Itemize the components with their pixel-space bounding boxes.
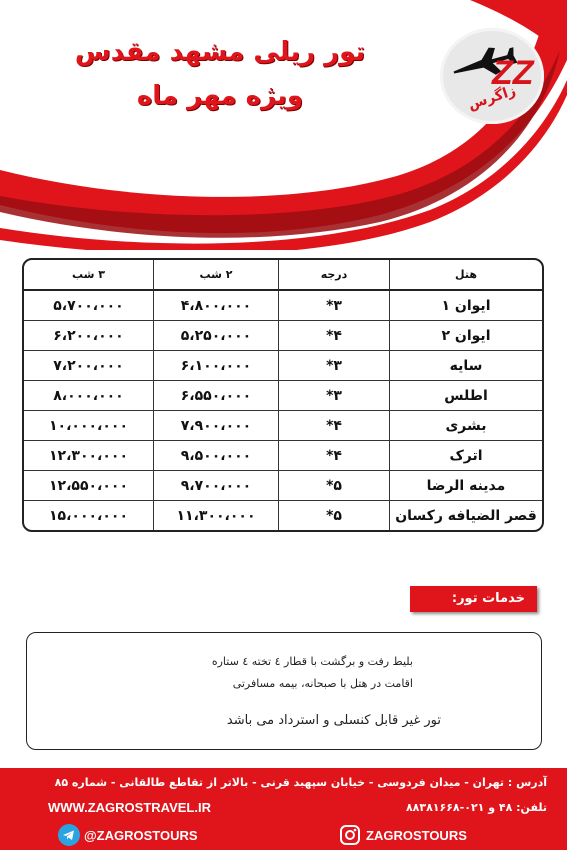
logo-text: زاگرس [466, 82, 518, 114]
header-grade: درجه [278, 260, 389, 291]
price-3-nights: ۱۵،۰۰۰،۰۰۰ [24, 500, 153, 530]
table-row [24, 440, 542, 470]
price-3-nights: ۱۲،۳۰۰،۰۰۰ [24, 440, 153, 470]
hotel-name: اترک [389, 440, 542, 470]
hotel-grade: ۵* [278, 470, 389, 500]
hotel-name: مدینه الرضا [389, 470, 542, 500]
hotel-price-table [22, 258, 544, 532]
hotel-grade: ۳* [278, 350, 389, 380]
price-2-nights: ۷،۹۰۰،۰۰۰ [153, 410, 278, 440]
zagros-logo [440, 28, 544, 124]
hotel-name: اطلس [389, 380, 542, 410]
price-3-nights: ۸،۰۰۰،۰۰۰ [24, 380, 153, 410]
price-2-nights: ۵،۲۵۰،۰۰۰ [153, 320, 278, 350]
table-row [24, 350, 542, 380]
instagram-handle: ZAGROSTOURS [366, 827, 467, 843]
services-label: خدمات تور: [410, 586, 537, 612]
table-row [24, 410, 542, 440]
price-3-nights: ۷،۲۰۰،۰۰۰ [24, 350, 153, 380]
table-row [24, 470, 542, 500]
hotel-grade: ۴* [278, 320, 389, 350]
price-2-nights: ۹،۵۰۰،۰۰۰ [153, 440, 278, 470]
instagram-icon [340, 825, 360, 845]
footer-bar [0, 768, 567, 850]
hotel-grade: ۳* [278, 291, 389, 320]
instagram-link[interactable] [340, 824, 467, 846]
hotel-name: ایوان ۱ [389, 291, 542, 320]
price-3-nights: ۶،۲۰۰،۰۰۰ [24, 320, 153, 350]
phone-text: تلفن: ۴۸ و ۰۲۱-۸۸۳۸۱۶۶۸ [405, 801, 547, 814]
table-row [24, 320, 542, 350]
price-2-nights: ۶،۱۰۰،۰۰۰ [153, 350, 278, 380]
hotel-name: ایوان ۲ [389, 320, 542, 350]
telegram-link[interactable] [58, 824, 198, 846]
telegram-icon [58, 824, 80, 846]
hotel-grade: ۵* [278, 500, 389, 530]
hotel-grade: ۳* [278, 380, 389, 410]
hotel-name: بشری [389, 410, 542, 440]
price-3-nights: ۵،۷۰۰،۰۰۰ [53, 297, 124, 314]
hotel-name: سایه [389, 350, 542, 380]
address-text: آدرس : تهران - میدان فردوسی - خیابان سپهبد قرنی - بالاتر از تقاطع طالقانی - شماره ۸۵ [54, 776, 547, 789]
table-row [24, 380, 542, 410]
price-2-nights: ۱۱،۳۰۰،۰۰۰ [153, 500, 278, 530]
table-row [24, 291, 542, 320]
price-3-nights: ۱۲،۵۵۰،۰۰۰ [24, 470, 153, 500]
header-3-nights: ۳ شب [24, 260, 153, 291]
table-header-row [24, 260, 542, 291]
telegram-handle: @ZAGROSTOURS [84, 827, 198, 843]
hotel-grade: ۴* [278, 440, 389, 470]
website-link[interactable]: WWW.ZAGROSTRAVEL.IR [48, 800, 211, 815]
services-box [26, 632, 542, 750]
table-row [24, 500, 542, 530]
price-2-nights: ۶،۵۵۰،۰۰۰ [153, 380, 278, 410]
service-line-train: بلیط رفت و برگشت با قطار ٤ تخته ٤ ستاره [211, 655, 413, 668]
hotel-name: قصر الضیافه رکسان [389, 500, 542, 530]
header-2-nights: ۲ شب [153, 260, 278, 291]
logo-letters: ZZ [492, 54, 534, 92]
page-title: تور ریلی مشهد مقدس [74, 37, 366, 67]
price-2-nights: ۴،۸۰۰،۰۰۰ [153, 291, 278, 320]
service-line-hotel: اقامت در هتل با صبحانه، بیمه مسافرتی [232, 677, 413, 690]
non-refundable-note: تور غیر قابل کنسلی و استرداد می باشد [226, 713, 441, 728]
price-2-nights: ۹،۷۰۰،۰۰۰ [153, 470, 278, 500]
page-subtitle: ویژه مهر ماه [136, 81, 304, 111]
title-block [40, 30, 400, 118]
header-hotel: هتل [389, 260, 542, 291]
hotel-grade: ۴* [278, 410, 389, 440]
price-3-nights: ۱۰،۰۰۰،۰۰۰ [24, 410, 153, 440]
